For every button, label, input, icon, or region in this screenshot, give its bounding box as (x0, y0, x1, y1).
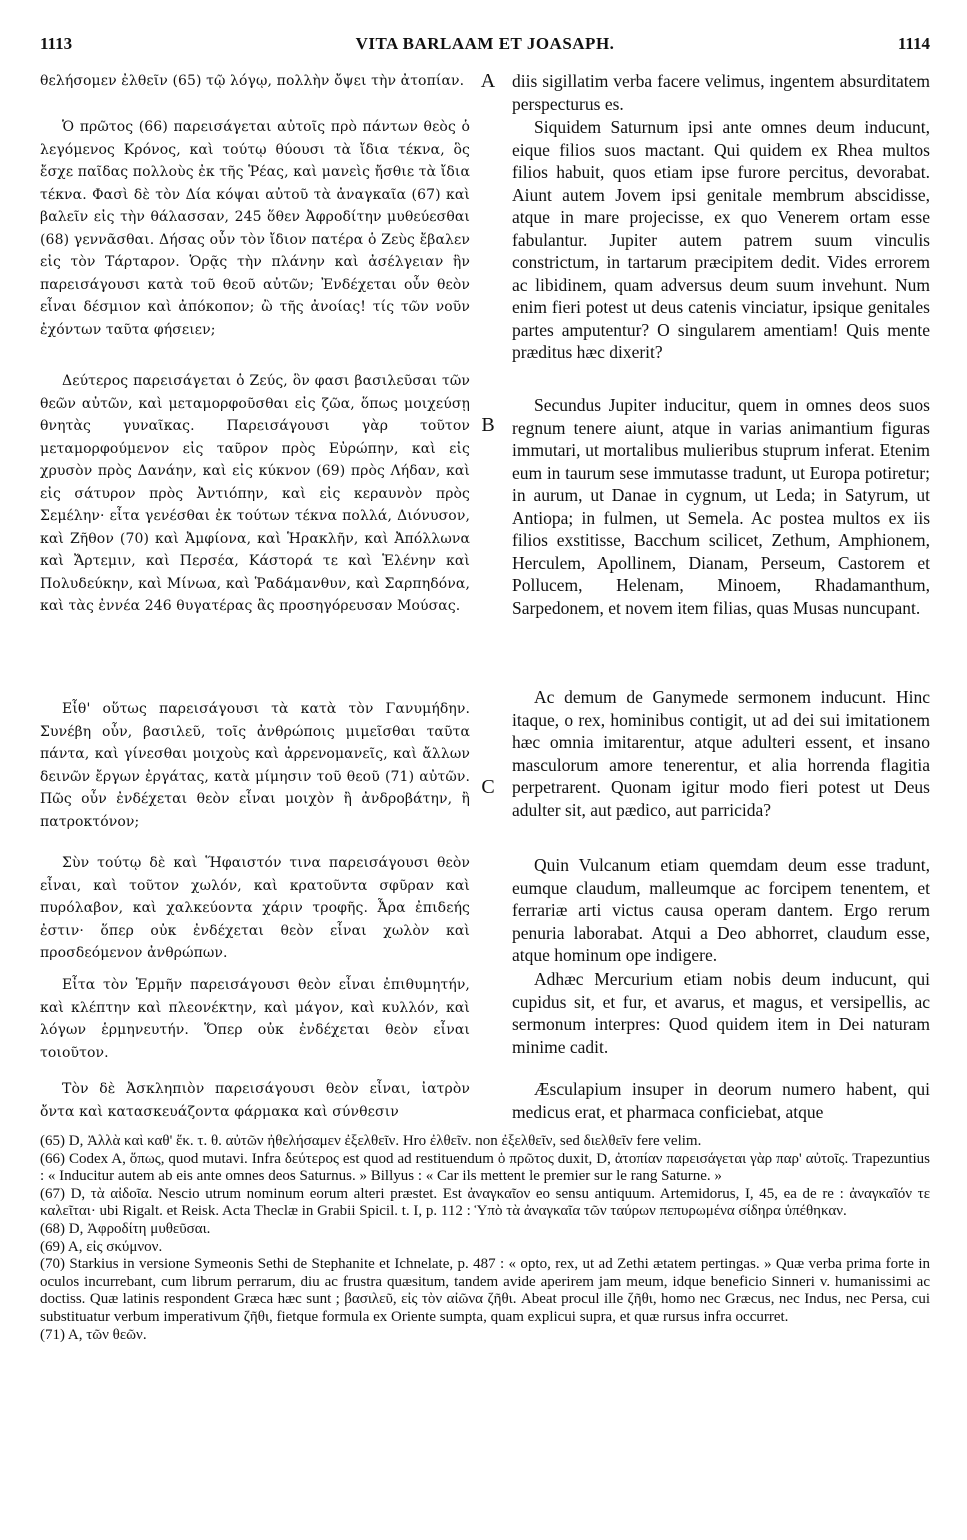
latin-paragraph: Æsculapium insuper in deorum numero habent, qui medicus erat, et pharmaca conficiebat, atque (512, 1079, 930, 1122)
latin-paragraph: Ac demum de Ganymede sermonem inducunt. Hinc itaque, o rex, hominibus contigit, ut ad dei sui imitationem hæc omnia imitarentur, atque adulteri essent, et insano masculorum amore tenerentur, et alia horrenda flagitia perpetrarent. Quonam igitur modo fieri potest ut Deus adulter sit, aut pædico, aut parricida? (512, 687, 930, 820)
latin-paragraph: Siquidem Saturnum ipsi ante omnes deum inducunt, eique filios suos mactant. Qui quidem ex Rhea multos filios habuit, quos etiam ipse furore percitus, devorabat. Aiunt autem Jovem ipsi genitale membrum abscidisse, atque in mare projecisse, ex quo Venerem ortam esse fabulantur. Jupiter autem patrem suum vinculis constrictum, in tartarum præcipitem dedit. Vides errorem ac libidinem, quam adversus deum suum invehunt. Num enim fieri potest ut deus catenis vinciatur, ipsique genitales partes amputentur? O singularem amentiam! Quis mente præditus hæc dixerit? (512, 117, 930, 362)
latin-segment-7 (512, 1078, 930, 1123)
footnote: (66) Codex A, ὅπως, quod mutavi. Infra δεύτερος est quod ad restituendum ὁ πρῶτος duxit, D, ἀτοπίαν παρεισάγεται γὰρ παρ' αὐτοῖς. Trapezuntius : « Inducitur autem ab eis ante omnes deos Saturnus. » Billyus : « Car ils mettent le premier sur le rang Saturne. » (40, 1150, 930, 1185)
section-marker-b: B (481, 414, 495, 436)
latin-segment-2 (512, 116, 930, 364)
latin-segment-3 (512, 394, 930, 619)
section-marker-c: C (481, 776, 495, 798)
latin-segment-5 (512, 854, 930, 967)
latin-segment-6 (512, 968, 930, 1058)
greek-paragraph: Εἶτα τὸν Ἑρμῆν παρεισάγουσι θεὸν εἶναι ἐπιθυμητήν, καὶ κλέπτην καὶ πλεονέκτην, καὶ μάγον, καὶ κυλλόν, καὶ λόγων ἑρμηνευτήν. Ὅπερ οὐκ ἐνδέχεται θεὸν εἶναι τοιοῦτον. (40, 977, 470, 1061)
greek-segment-2 (40, 116, 470, 341)
greek-paragraph: Ὁ πρῶτος (66) παρεισάγεται αὐτοῖς πρὸ πάντων θεὸς ὁ λεγόμενος Κρόνος, καὶ τούτῳ θύουσι τὰ ἴδια τέκνα, ὃς ἔσχε παῖδας πολλοὺς ἐκ τῆς Ῥέας, καὶ μανεὶς ἤσθιε τὰ ἴδια τέκνα. Φασὶ δὲ τὸν Δία κόψαι αὐτοῦ τὰ ἀναγκαῖα (67) καὶ βαλεῖν εἰς τὴν θάλασσαν, 245 ὅθεν Ἀφροδίτην μυθεύεσθαι (68) γεννᾶσθαι. Δήσας οὖν τὸν ἴδιον πατέρα ὁ Ζεὺς ἔβαλεν εἰς τὸν Τάρταρον. Ὁρᾷς τὴν πλάνην καὶ ἀσέλγειαν ἣν παρεισάγουσι κατὰ τοῦ θεοῦ αὐτῶν; Ἐνδέχεται οὖν θεὸν εἶναι δέσμιον καὶ ἀπόκοπον; ὢ τῆς ἀνοίας! τίς τῶν νοῦν ἐχόντων ταῦτα φήσειεν; (40, 119, 470, 338)
greek-segment-7 (40, 1078, 470, 1123)
right-page-number: 1114 (897, 34, 930, 53)
greek-segment-5 (40, 852, 470, 965)
footnote: (65) D, Ἀλλὰ καὶ καθ' ἕκ. τ. θ. αὐτῶν ἠθελήσαμεν ἐξελθεῖν. Hro ἐλθεῖν. non ἐξελθεῖν, sed διελθεῖν fere velim. (40, 1133, 702, 1149)
greek-paragraph: Δεύτερος παρεισάγεται ὁ Ζεύς, ὃν φασι βασιλεῦσαι τῶν θεῶν αὐτῶν, καὶ μεταμορφοῦσθαι εἰς ζῶα, ὅπως μοιχεύσῃ θνητὰς γυναῖκας. Παρεισάγουσι γὰρ τοῦτον μεταμορφούμενον εἰς ταῦρον πρὸς Εὐρώπην, καὶ εἰς χρυσὸν πρὸς Δανάην, καὶ εἰς κύκνον (69) πρὸς Λήδαν, καὶ εἰς σάτυρον πρὸς Ἀντιόπην, καὶ εἰς κεραυνὸν πρὸς Σεμέλην· εἶτα γενέσθαι ἐκ τούτων τέκνα πολλά, Διόνυσον, καὶ Ζῆθον (70) καὶ Ἀμφίονα, καὶ Ἡρακλῆν, καὶ Ἀπόλλωνα καὶ Ἄρτεμιν, καὶ Περσέα, Κάστορά τε καὶ Ἑλένην καὶ Πολυδεύκην, καὶ Μίνωα, καὶ Ῥαδάμανθυν, καὶ Σαρπηδόνα, καὶ τὰς ἐννέα 246 θυγατέρας ἃς προσηγόρευσαν Μούσας. (40, 373, 470, 614)
footnote: (69) A, εἰς σκύμνον. (40, 1238, 163, 1255)
latin-paragraph: Secundus Jupiter inducitur, quem in omnes deos suos regnum tenere aiunt, atque in varias animantium figuras immutari, ut mortalibus mulieribus stuprum inferat. Etenim eum in taurum sese immutasse tradunt, ut Europa potiretur; in aurum, ut Danae in cygnum, ut Leda; in Satyrum, ut Antiopa; in fulmen, ut Semela. Ac postea multos ex iis filios exstitisse, Bacchum scilicet, Zethum, Amphionem, Herculem, Apollinem, Dianam, Perseum, Castorem et Pollucem, Helenam, Minoem, Rhadamanthum, Sarpedonem, et novem item filias, quas Musas nuncupant. (512, 395, 930, 618)
section-marker-a: A (480, 70, 496, 92)
greek-paragraph: Τὸν δὲ Ἀσκληπιὸν παρεισάγουσι θεὸν εἶναι, ἰατρὸν ὄντα καὶ κατασκευάζοντα φάρμακα καὶ σύνθεσιν (40, 1081, 470, 1120)
page-header (40, 34, 930, 58)
footnote: (67) D, τὰ αἰδοῖα. Nescio utrum nominum eorum alteri præstet. Est ἀναγκαῖον eo sensu antiquum. Artemidorus, I, 45, ea de re : ἀναγκαῖόν τε καλεῖται· ubi Rigalt. et Reisk. Acta Theclæ in Grabii Spicil. t. I, p. 112 : Ὑπὸ τὰ ἀναγκαῖα τῶν ταύρων πεπυρωμένα σίδηρα ὑπέθηκαν. (40, 1185, 930, 1220)
latin-segment-1 (512, 70, 930, 115)
running-title: VITA BARLAAM ET JOASAPH. (355, 34, 615, 53)
greek-segment-4 (40, 698, 470, 833)
footnote: (70) Starkius in versione Symeonis Sethi de Stephanite et Ichnelate, p. 487 : « opto, rex, ut ad Zethi ætatem pertingas. » Quæ verba prima forte in oculos incurrebant, cum librum perrarum, diu ac frustra quæsitum, tandem avide aperirem jam meum, idque beneficio Sinneri v. humanissimi ac doctiss. Quæ latinis respondent Græca hæc sunt ; βασιλεῦ, εἰς τὸν αἰῶνα ζῆθι. Abeat procul ille ζῆθι, homo nec Græcus, nec Indus, nec Persa, cui substituatur verbum imperativum ζῆθι, fietque formula ex Oriente sumpta, quam explicui supra, et quæ rursus infra occurret. (40, 1256, 930, 1325)
left-page-number: 1113 (40, 34, 73, 53)
footnote: (71) A, τῶν θεῶν. (40, 1326, 147, 1343)
latin-paragraph: Adhæc Mercurium etiam nobis deum inducunt, qui cupidus sit, et fur, et avarus, et magus, et versipellis, ac sermonum interpres: Quod quidem item in Dei naturam minime cadit. (512, 969, 930, 1057)
footnotes (40, 1133, 930, 1344)
greek-paragraph: Σὺν τούτῳ δὲ καὶ Ἥφαιστόν τινα παρεισάγουσι θεὸν εἶναι, καὶ τοῦτον χωλόν, καὶ κρατοῦντα σφῦραν καὶ πυρόλαβον, καὶ χαλκεύοντα χάριν τροφῆς. Ἆρα ἐπιδεής ἐστιν· ὅπερ οὐκ ἐνδέχεται θεὸν εἶναι χωλὸν καὶ προσδεόμενον ἀνθρώπων. (40, 855, 470, 961)
latin-paragraph: Quin Vulcanum etiam quemdam deum esse tradunt, eumque claudum, malleumque ac forcipem tenentem, et ferrariæ arti victus causa operam dantem. Ergo rerum penuria laborabat. Atqui a Deo abhorret, claudum esse, atque hominum ope indigere. (512, 855, 930, 965)
latin-segment-4 (512, 686, 930, 821)
greek-segment-1 (40, 70, 470, 93)
greek-paragraph: θελήσομεν ἐλθεῖν (65) τῷ λόγῳ, πολλὴν ὄψει τὴν ἀτοπίαν. (40, 73, 465, 89)
greek-paragraph: Εἶθ' οὕτως παρεισάγουσι τὰ κατὰ τὸν Γανυμήδην. Συνέβη οὖν, βασιλεῦ, τοῖς ἀνθρώποις μιμεῖσθαι ταῦτα πάντα, καὶ γίνεσθαι μοιχοὺς καὶ ἀρρενομανεῖς, καὶ ἄλλων δεινῶν ἔργων ἐργάτας, κατὰ μίμησιν τοῦ θεοῦ (71) αὐτῶν. Πῶς οὖν ἐνδέχεται θεὸν εἶναι μοιχὸν ἢ ἀνδροβάτην, ἢ πατροκτόνον; (40, 701, 470, 830)
greek-segment-3 (40, 370, 470, 618)
greek-segment-6 (40, 974, 470, 1064)
latin-paragraph: diis sigillatim verba facere velimus, ingentem absurditatem perspecturus es. (512, 71, 930, 114)
footnote: (68) D, Ἀφροδίτη μυθεῦσαι. (40, 1220, 211, 1237)
